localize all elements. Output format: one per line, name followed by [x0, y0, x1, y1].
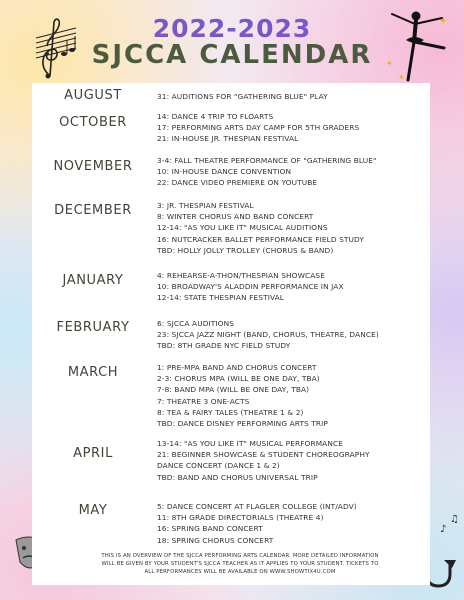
event-item: 21: IN-HOUSE JR. THESPIAN FESTIVAL: [157, 134, 299, 144]
event-item: 18: SPRING CHORUS CONCERT: [157, 535, 274, 545]
svg-text:✦: ✦: [439, 16, 448, 27]
event-item: 8: WINTER CHORUS AND BAND CONCERT: [157, 212, 314, 222]
event-item: 13-14: "AS YOU LIKE IT" MUSICAL PERFORMANCE: [157, 439, 343, 448]
event-item: 11: 8TH GRADE DIRECTORIALS (THEATRE 4): [157, 513, 324, 523]
month-label: MARCH: [67, 365, 119, 380]
event-list: [157, 155, 429, 189]
ballerina-icon: [384, 4, 450, 84]
event-list: [157, 111, 429, 145]
svg-text:♪: ♪: [440, 524, 447, 535]
event-item: 2-3: CHORUS MPA (WILL BE ONE DAY, TBA): [157, 374, 320, 384]
event-item: 3: JR. THESPIAN FESTIVAL: [157, 201, 254, 210]
event-item: TBD: HOLLY JOLLY TROLLEY (CHORUS & BAND): [157, 245, 334, 255]
event-item: 21: BEGINNER SHOWCASE & STUDENT CHOREOGRAPHY: [157, 450, 370, 460]
calendar-title: SJCCA CALENDAR: [91, 40, 373, 70]
month-label: OCTOBER: [59, 115, 127, 130]
event-item: TBD: DANCE DISNEY PERFORMING ARTS TRIP: [157, 419, 328, 429]
month-label: AUGUST: [64, 88, 122, 103]
event-item: 8: TEA & FAIRY TALES (THEATRE 1 & 2): [157, 407, 304, 417]
event-list: [157, 270, 429, 304]
footer-line: ALL PERFORMANCES WILL BE AVAILABLE ON WWW.SHOWTIX4U.COM: [144, 569, 336, 575]
footer-note: [80, 552, 400, 576]
event-list: [157, 91, 429, 102]
svg-text:✦: ✦: [386, 59, 393, 68]
event-item: 16: NUTCRACKER BALLET PERFORMANCE FIELD STUDY: [157, 234, 365, 244]
event-item: 4: REHEARSE-A-THON/THESPIAN SHOWCASE: [157, 271, 325, 280]
month-label: MAY: [78, 503, 108, 518]
footer-line: WILL BE GIVEN BY YOUR STUDENT'S SJCCA TEACHER AS IT APPLIES TO YOUR STUDENT. TICKETS TO: [101, 561, 379, 567]
event-item: 6: SJCCA AUDITIONS: [157, 319, 235, 328]
event-list: [157, 318, 429, 352]
event-item: 10: BROADWAY'S ALADDIN PERFORMANCE IN JAX: [157, 282, 344, 292]
event-item: 14: DANCE 4 TRIP TO FLOARTS: [157, 112, 274, 121]
calendar-year: 2022-2023: [152, 14, 312, 43]
event-item: 3-4: FALL THEATRE PERFORMANCE OF "GATHERING BLUE": [157, 156, 377, 165]
event-item: 1: PRE-MPA BAND AND CHORUS CONCERT: [157, 363, 317, 372]
music-staff-icon: [30, 16, 82, 82]
month-label: JANUARY: [62, 273, 124, 288]
event-item: 16: SPRING BAND CONCERT: [157, 524, 263, 534]
event-item: 12-14: "AS YOU LIKE IT" MUSICAL AUDITIONS: [157, 223, 328, 233]
event-item: 10: IN-HOUSE DANCE CONVENTION: [157, 167, 292, 177]
svg-text:✦: ✦: [398, 73, 405, 82]
event-item: DANCE CONCERT (DANCE 1 & 2): [157, 461, 280, 471]
event-item: 22: DANCE VIDEO PREMIERE ON YOUTUBE: [157, 178, 318, 188]
event-list: [157, 438, 429, 483]
event-item: 31: AUDITIONS FOR "GATHERING BLUE" PLAY: [157, 92, 328, 101]
event-list: [157, 501, 429, 546]
event-item: 5: DANCE CONCERT AT FLAGLER COLLEGE (INT/ADV): [157, 502, 357, 511]
month-label: APRIL: [73, 446, 113, 461]
calendar-card: [32, 83, 430, 585]
event-list: [157, 200, 429, 256]
event-item: 7: THEATRE 3 ONE-ACTS: [157, 396, 250, 406]
event-item: 23: SJCCA JAZZ NIGHT (BAND, CHORUS, THEATRE, DANCE): [157, 330, 379, 340]
event-item: 7-8: BAND MPA (WILL BE ONE DAY, TBA): [157, 385, 310, 395]
month-label: DECEMBER: [54, 203, 132, 218]
month-label: FEBRUARY: [56, 320, 130, 335]
event-item: 12-14: STATE THESPIAN FESTIVAL: [157, 293, 285, 303]
event-item: 17: PERFORMING ARTS DAY CAMP FOR 5TH GRADERS: [157, 123, 360, 133]
month-label: NOVEMBER: [53, 159, 133, 174]
footer-line: THIS IS AN OVERVIEW OF THE SJCCA PERFORMING ARTS CALENDAR. MORE DETAILED INFORMATION: [101, 553, 379, 559]
event-list: [157, 362, 429, 429]
svg-text:♫: ♫: [450, 514, 459, 525]
event-item: TBD: BAND AND CHORUS UNIVERSAL TRIP: [157, 472, 318, 482]
event-item: TBD: 8TH GRADE NYC FIELD STUDY: [157, 341, 291, 351]
